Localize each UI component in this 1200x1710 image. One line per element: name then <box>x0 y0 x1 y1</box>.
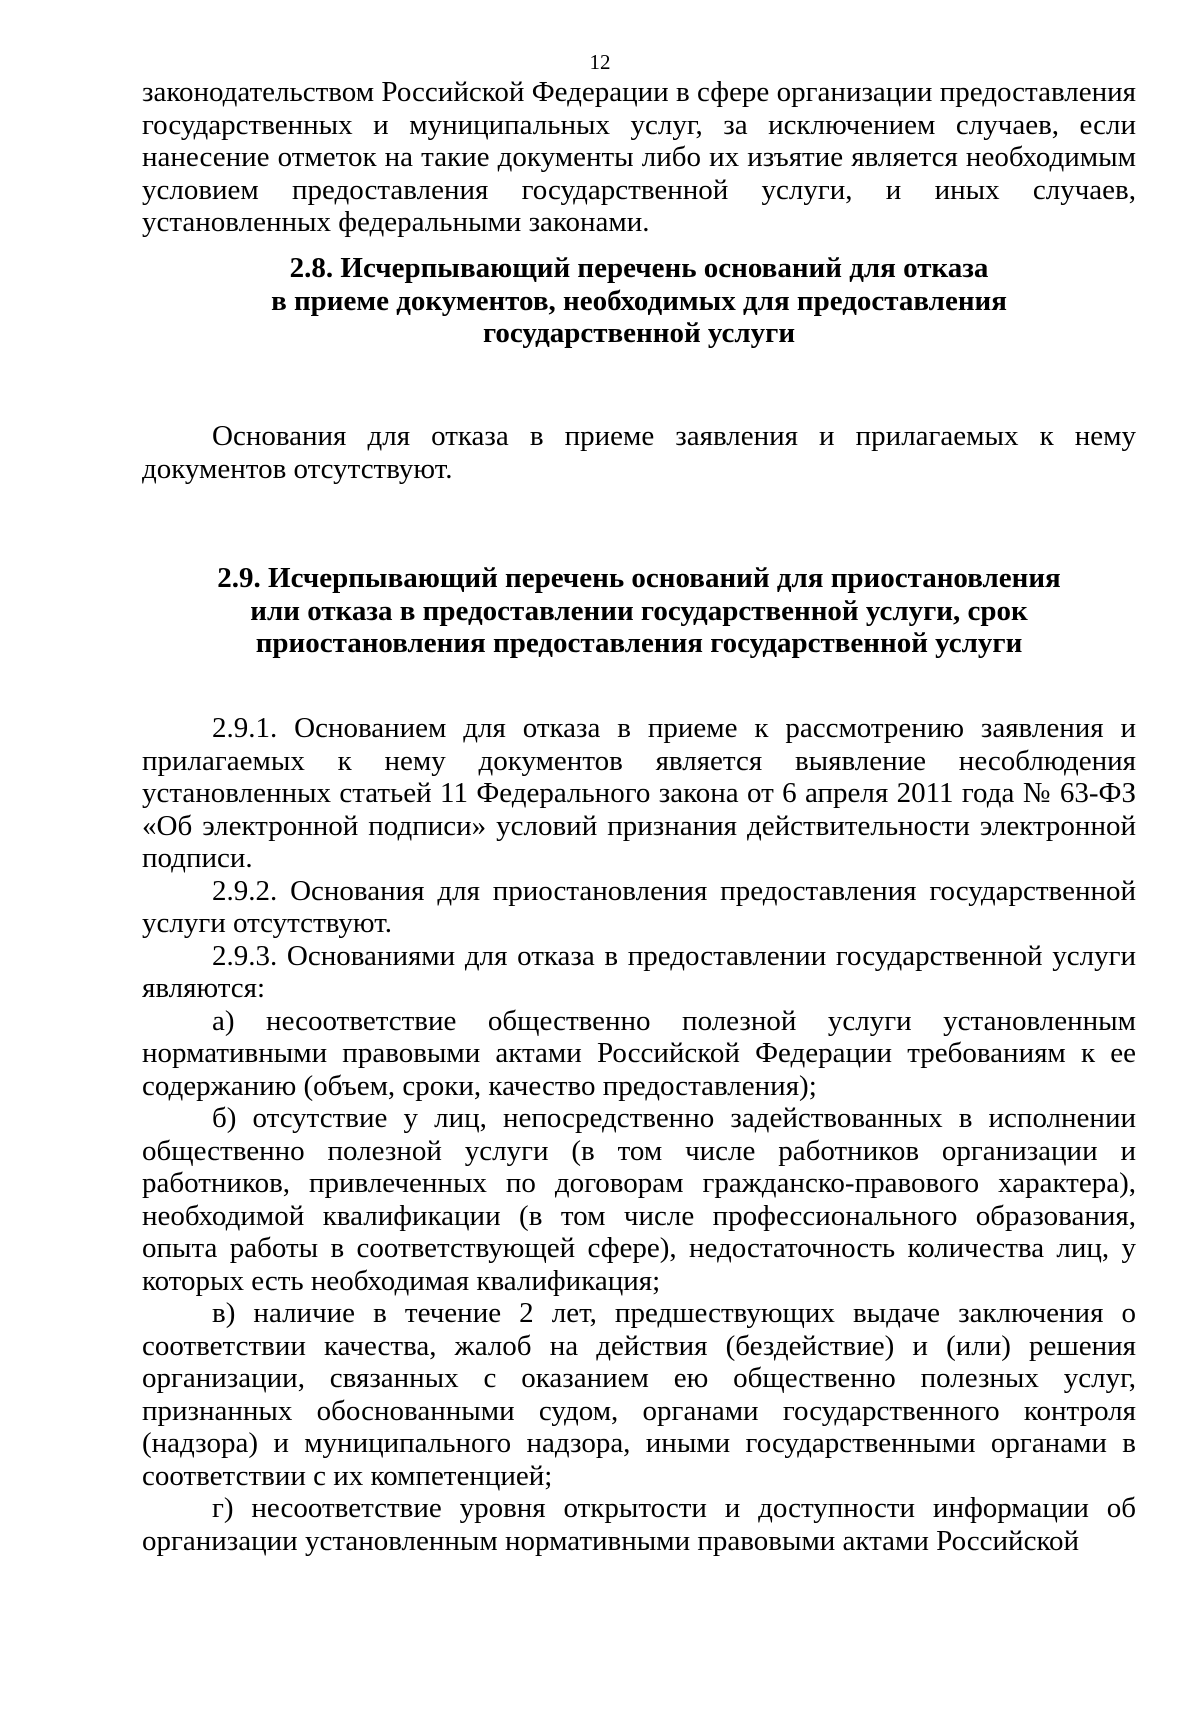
intro-paragraph: законодательством Российской Федерации в сфере организации предоставления государственных и муниципальных услуг, за исключением случаев, если нанесение отметок на такие документы либо их изъятие является необходимым условием предоставления государственной услуги, и иных случаев, установленных федеральными законами. <box>142 76 1136 238</box>
section-2-9-heading-line: приостановления предоставления государственной услуги <box>255 627 1023 659</box>
section-2-8-heading-line: в приеме документов, необходимых для предоставления <box>271 284 1007 317</box>
list-item-b: б) отсутствие у лиц, непосредственно задействованных в исполнении общественно полезной услуги (в том числе работников организации и работников, привлеченных по договорам гражданско-правового характера), необходимой квалификации (в том числе профессионального образования, опыта работы в соответствующей сфере), недостаточность количества лиц, у которых есть необходимая квалификация; <box>142 1102 1136 1297</box>
section-2-9-heading-line: 2.9. Исчерпывающий перечень оснований для приостановления <box>217 562 1061 594</box>
paragraph-2-9-2: 2.9.2. Основания для приостановления предоставления государственной услуги отсутствуют. <box>142 874 1136 939</box>
section-2-9-body <box>142 712 1136 1557</box>
section-2-8-body: Основания для отказа в приеме заявления и прилагаемых к нему документов отсутствуют. <box>142 420 1136 485</box>
section-2-8-heading-line: 2.8. Исчерпывающий перечень оснований для отказа <box>289 252 989 284</box>
list-item-a: а) несоответствие общественно полезной услуги установленным нормативными правовыми актами Российской Федерации требованиям к ее содержанию (объем, сроки, качество предоставления); <box>142 1004 1136 1102</box>
section-2-8-heading <box>142 252 1136 350</box>
paragraph-2-9-3: 2.9.3. Основаниями для отказа в предоставлении государственной услуги являются: <box>142 939 1136 1004</box>
paragraph-2-9-1: 2.9.1. Основанием для отказа в приеме к рассмотрению заявления и прилагаемых к нему документов является выявление несоблюдения установленных статьей 11 Федерального закона от 6 апреля 2011 года № 63-ФЗ «Об электронной подписи» условий признания действительности электронной подписи. <box>142 712 1136 874</box>
section-2-8-heading-line: государственной услуги <box>482 317 796 349</box>
list-item-g: г) несоответствие уровня открытости и доступности информации об организации установленным нормативными правовыми актами Российской <box>142 1492 1136 1557</box>
section-2-9-heading <box>142 562 1136 660</box>
page-number: 12 <box>589 50 611 74</box>
list-item-v: в) наличие в течение 2 лет, предшествующих выдаче заключения о соответствии качества, жалоб на действия (бездействие) и (или) решения организации, связанных с оказанием ею общественно полезных услуг, признанных обоснованными судом, органами государственного контроля (надзора) и муниципального надзора, иными государственными органами в соответствии с их компетенцией; <box>142 1297 1136 1492</box>
section-2-9-heading-line: или отказа в предоставлении государственной услуги, срок <box>250 594 1028 627</box>
